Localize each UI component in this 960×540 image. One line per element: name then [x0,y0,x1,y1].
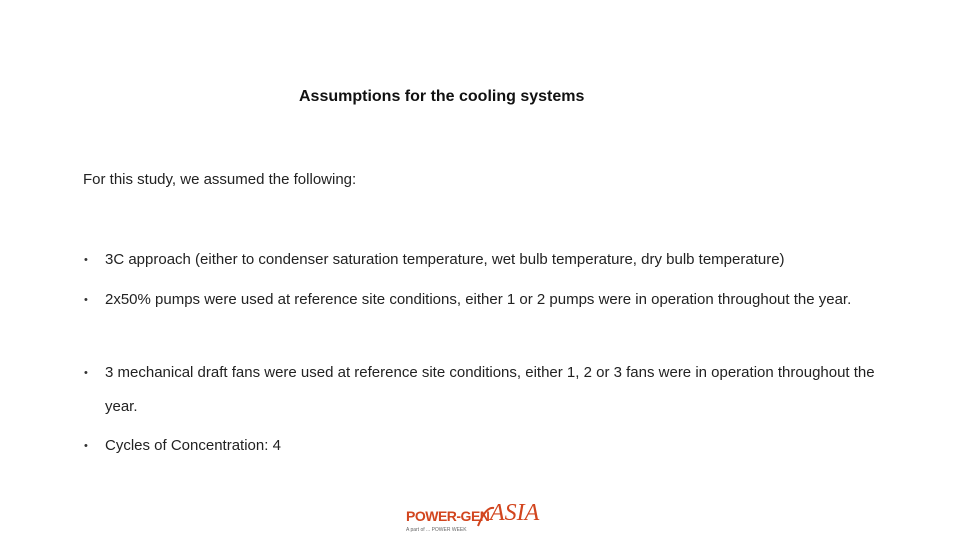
logo-accent-text: ASIA [490,500,540,526]
list-item [84,429,884,463]
bullet-dot: • [84,254,88,266]
power-gen-asia-logo [406,500,556,536]
list-item [84,243,884,277]
bullet-dot: • [84,294,88,306]
list-item [84,356,884,424]
intro-text: For this study, we assumed the following: [83,171,357,188]
list-item-text: 2x50% pumps were used at reference site conditions, either 1 or 2 pumps were in operation throughout the year. [105,291,852,308]
logo-tagline: A part of ... POWER WEEK [406,527,467,533]
bullet-dot: • [84,367,88,379]
list-item-text: 3 mechanical draft fans were used at reference site conditions, either 1, 2 or 3 fans were in operation throughout the year. [105,364,875,415]
list-item-text: 3C approach (either to condenser saturation temperature, wet bulb temperature, dry bulb temperature) [105,251,785,268]
bullet-dot: • [84,440,88,452]
slide-title: Assumptions for the cooling systems [299,88,585,105]
list-item [84,283,884,317]
list-item-text: Cycles of Concentration: 4 [105,437,281,454]
logo-main-text: POWER-GEN [406,508,490,524]
